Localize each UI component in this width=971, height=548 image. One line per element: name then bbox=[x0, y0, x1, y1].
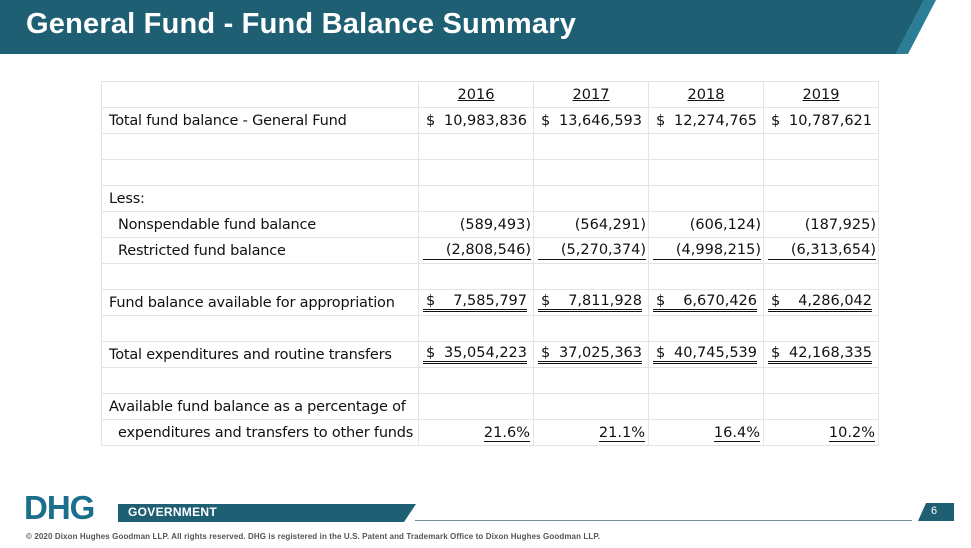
svg-text:DHG: DHG bbox=[24, 492, 95, 522]
value-cell: (187,925) bbox=[764, 212, 879, 238]
header-empty-cell bbox=[102, 82, 419, 108]
page-title: General Fund - Fund Balance Summary bbox=[26, 8, 577, 40]
blank-row bbox=[102, 134, 879, 160]
year-header: 2016 bbox=[419, 82, 534, 108]
percent-cell: 16.4% bbox=[649, 420, 764, 446]
percent-cell: 10.2% bbox=[764, 420, 879, 446]
dhg-logo-mark bbox=[24, 492, 112, 522]
dhg-logo bbox=[24, 492, 112, 522]
value-cell: $ 10,787,621 bbox=[764, 108, 879, 134]
value-cell: $ 6,670,426 bbox=[649, 290, 764, 316]
less-label: Less: bbox=[102, 186, 419, 212]
value-cell: (564,291) bbox=[534, 212, 649, 238]
fund-balance-table bbox=[101, 81, 878, 446]
blank-row bbox=[102, 160, 879, 186]
blank-row bbox=[102, 264, 879, 290]
nonspendable-row bbox=[102, 212, 879, 238]
blank-row bbox=[102, 316, 879, 342]
value-cell: $ 13,646,593 bbox=[534, 108, 649, 134]
value-cell: $ 7,585,797 bbox=[419, 290, 534, 316]
title-banner bbox=[0, 0, 971, 54]
value-cell: (6,313,654) bbox=[764, 238, 879, 264]
value-cell: (4,998,215) bbox=[649, 238, 764, 264]
value-cell: $ 4,286,042 bbox=[764, 290, 879, 316]
value-cell: $ 35,054,223 bbox=[419, 342, 534, 368]
percentage-label-row bbox=[102, 394, 879, 420]
value-cell: $ 40,745,539 bbox=[649, 342, 764, 368]
value-cell: $ 37,025,363 bbox=[534, 342, 649, 368]
header-row bbox=[102, 82, 879, 108]
row-label: Total fund balance - General Fund bbox=[102, 108, 419, 134]
footer-divider bbox=[415, 520, 912, 521]
row-label: Total expenditures and routine transfers bbox=[102, 342, 419, 368]
copyright-text: © 2020 Dixon Hughes Goodman LLP. All rights reserved. DHG is registered in the U.S. Patent and Trademark Office to Dixon Hughes Goodman LLP. bbox=[26, 532, 601, 541]
row-label: Available fund balance as a percentage of bbox=[102, 394, 419, 420]
available-row bbox=[102, 290, 879, 316]
value-cell: (589,493) bbox=[419, 212, 534, 238]
value-cell: $ 7,811,928 bbox=[534, 290, 649, 316]
value-cell: (606,124) bbox=[649, 212, 764, 238]
row-label: Restricted fund balance bbox=[102, 238, 419, 264]
row-label: expenditures and transfers to other funds bbox=[102, 420, 419, 446]
less-row bbox=[102, 186, 879, 212]
value-cell: $ 12,274,765 bbox=[649, 108, 764, 134]
row-label: Fund balance available for appropriation bbox=[102, 290, 419, 316]
blank-row bbox=[102, 368, 879, 394]
restricted-row bbox=[102, 238, 879, 264]
value-cell: (2,808,546) bbox=[419, 238, 534, 264]
percentage-row bbox=[102, 420, 879, 446]
year-header: 2019 bbox=[764, 82, 879, 108]
year-header: 2018 bbox=[649, 82, 764, 108]
year-header: 2017 bbox=[534, 82, 649, 108]
percent-cell: 21.6% bbox=[419, 420, 534, 446]
section-label: GOVERNMENT bbox=[128, 505, 218, 519]
section-bar bbox=[118, 504, 416, 522]
expenditures-row bbox=[102, 342, 879, 368]
page-number-badge bbox=[918, 503, 954, 521]
page-number: 6 bbox=[931, 505, 938, 517]
total-fund-balance-row bbox=[102, 108, 879, 134]
value-cell: $ 10,983,836 bbox=[419, 108, 534, 134]
row-label: Nonspendable fund balance bbox=[102, 212, 419, 238]
percent-cell: 21.1% bbox=[534, 420, 649, 446]
value-cell: $ 42,168,335 bbox=[764, 342, 879, 368]
value-cell: (5,270,374) bbox=[534, 238, 649, 264]
